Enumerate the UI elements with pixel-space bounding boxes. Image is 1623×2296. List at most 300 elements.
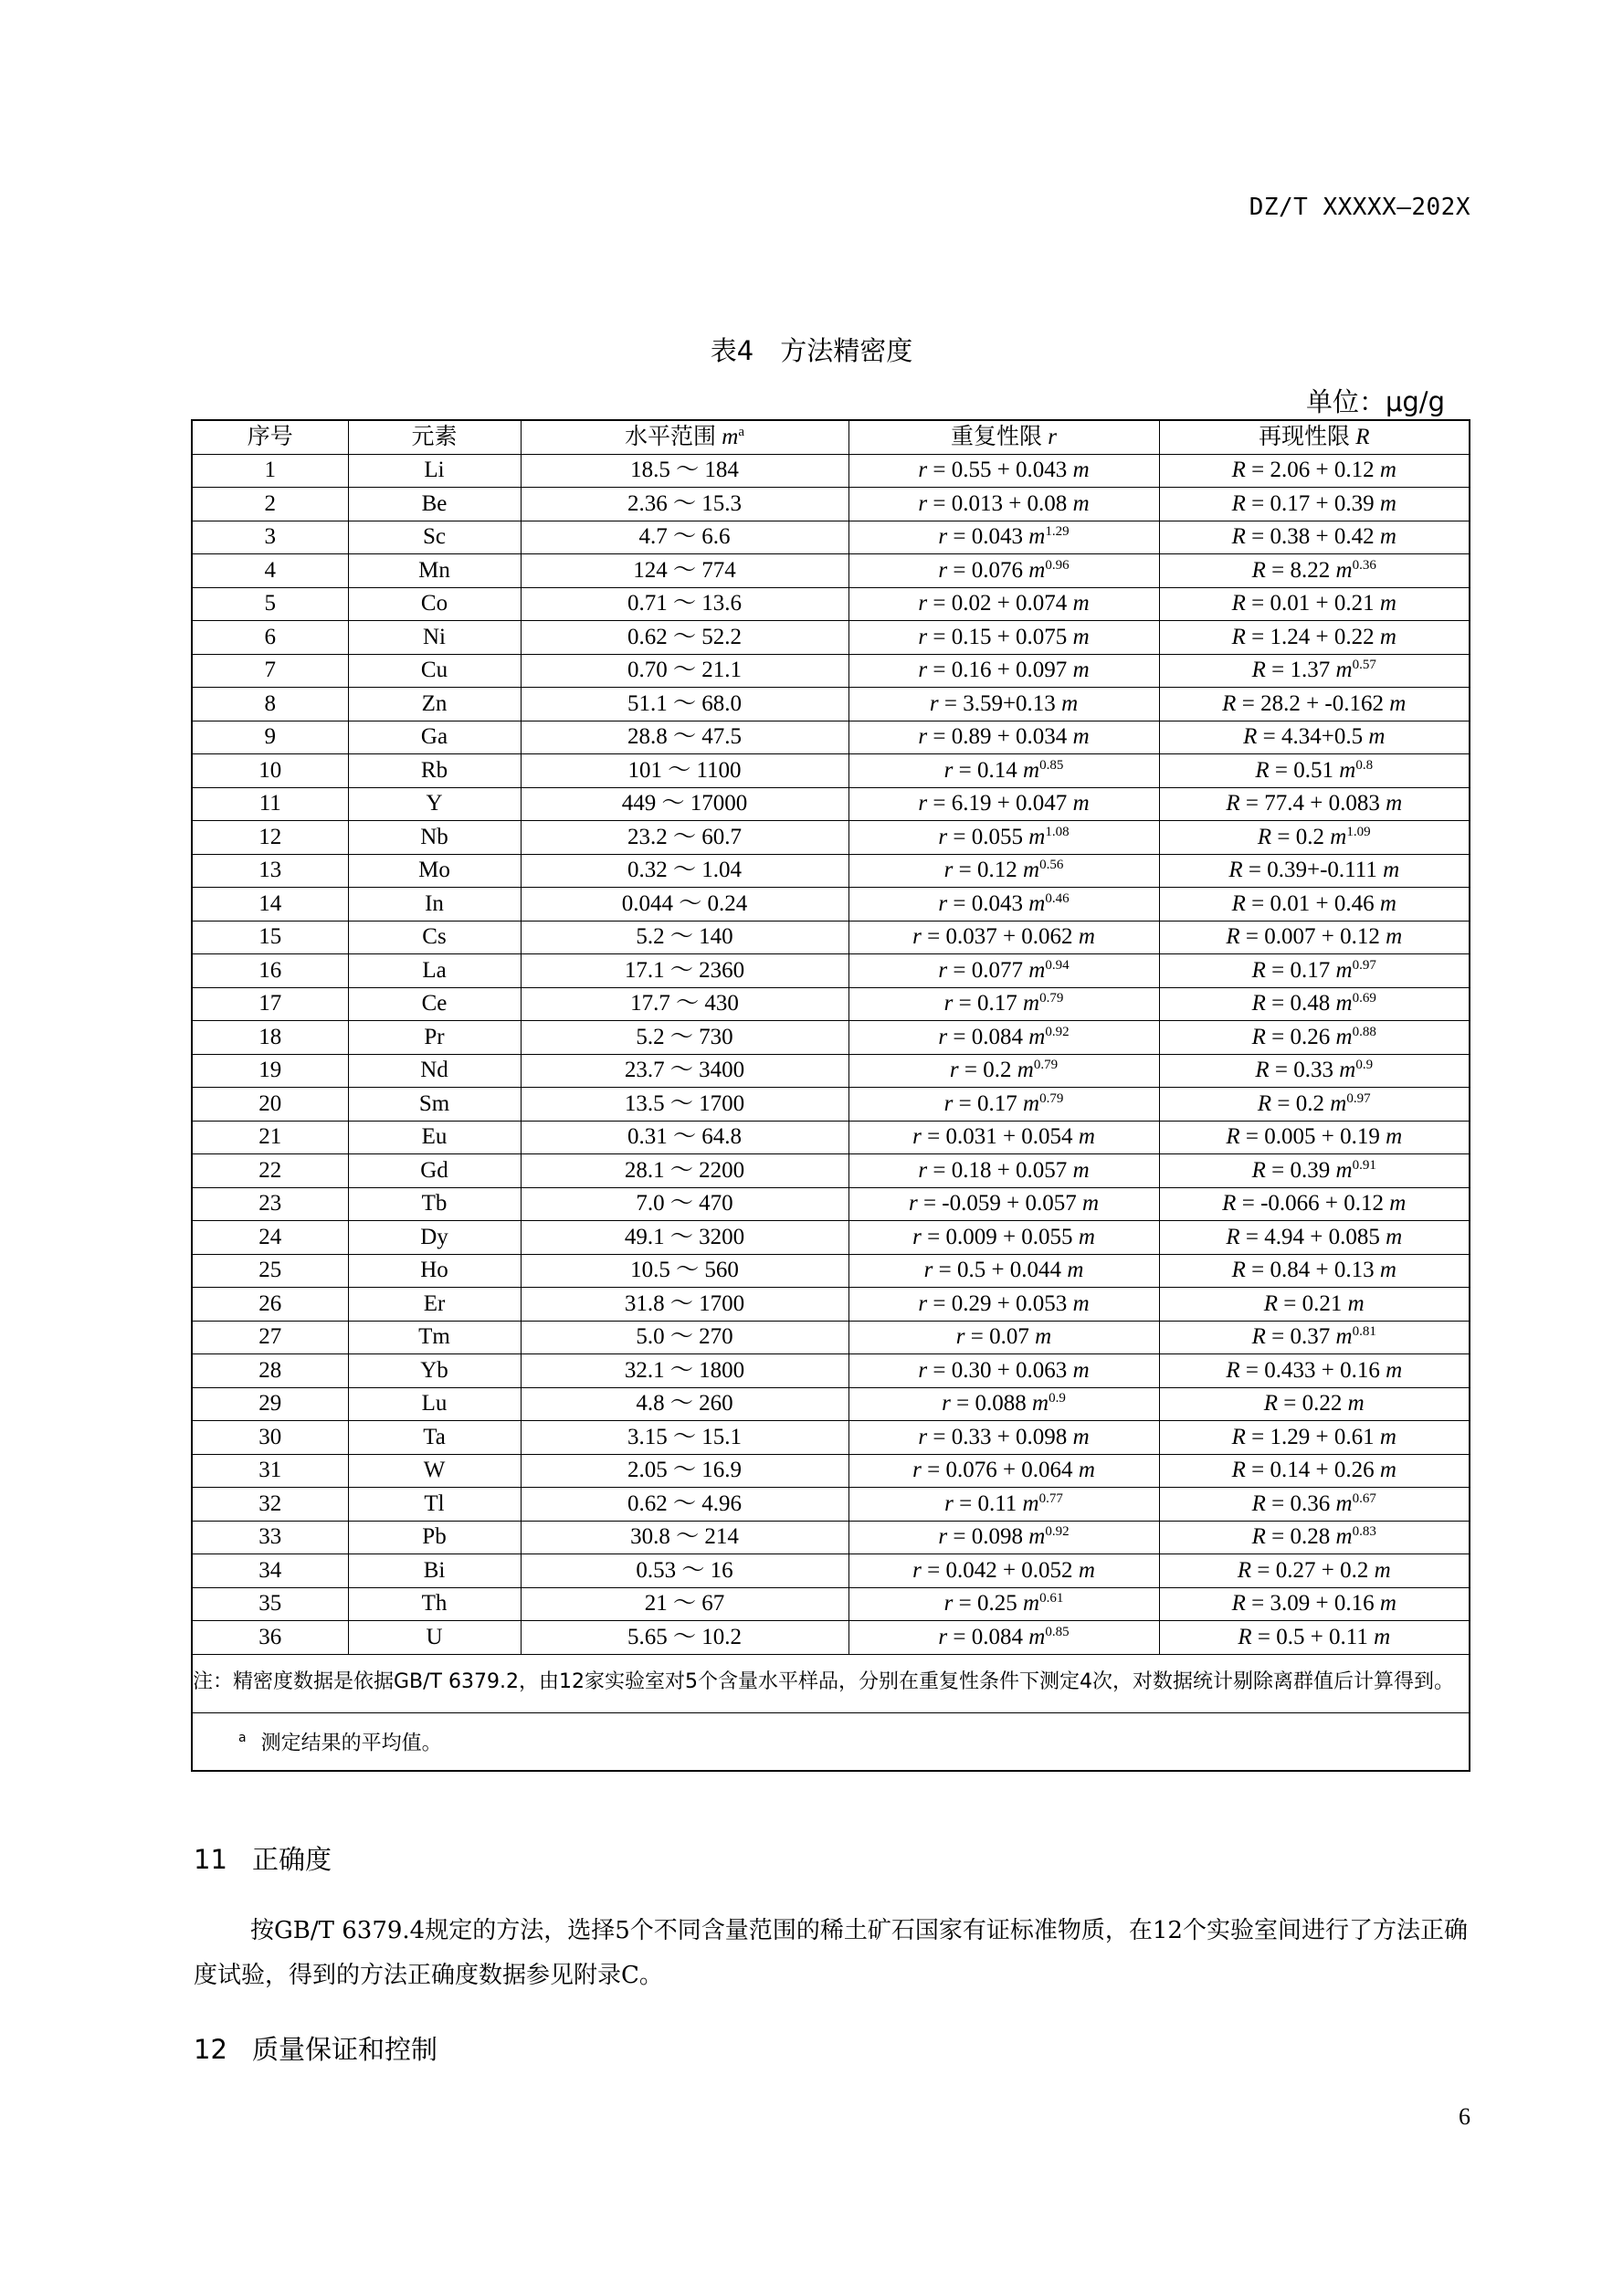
row-repeatability: r = 0.043 $m^{1.29}$ — [848, 521, 1159, 554]
row-reproducibility: R = 3.09 + 0.16 m — [1159, 1587, 1470, 1621]
row-element: Yb — [348, 1354, 521, 1388]
table-note: 注：精密度数据是依据GB/T 6379.2，由12家实验室对5个含量水平样品，分别在重复性条件下测定4次，对数据统计剔除离群值后计算得到。 — [192, 1654, 1470, 1712]
formula-value: 0.01 + 0.21 — [1270, 591, 1375, 616]
table-row — [192, 521, 1470, 554]
formula-m: m — [1335, 957, 1353, 983]
table-row — [192, 1154, 1470, 1188]
row-level-range: 5.2 ～ 140 — [521, 921, 848, 954]
formula-exponent: 0.88 — [1352, 1024, 1376, 1039]
formula-m: m — [1330, 1090, 1347, 1116]
formula-value: 0.26 — [1290, 1024, 1331, 1049]
formula-m: m — [1078, 1557, 1095, 1583]
formula-m: m — [1383, 858, 1400, 883]
row-number: 16 — [192, 954, 348, 988]
formula-var: r — [938, 524, 948, 550]
formula-exponent: 0.56 — [1039, 858, 1064, 873]
formula-m: m — [1078, 1124, 1095, 1150]
table-row — [192, 1187, 1470, 1221]
formula-value: 0.25 — [977, 1591, 1017, 1617]
table-row — [192, 1054, 1470, 1088]
row-element: Mo — [348, 854, 521, 888]
row-reproducibility: R = 0.39 $m^{0.91}$ — [1159, 1154, 1470, 1188]
formula-exponent: 0.85 — [1039, 757, 1064, 773]
formula-var: R — [1231, 624, 1246, 649]
row-reproducibility: R = 4.34+0.5 m — [1159, 721, 1470, 754]
row-element: Lu — [348, 1387, 521, 1421]
formula-var: r — [938, 1524, 948, 1550]
formula-value: 0.36 — [1290, 1490, 1331, 1516]
formula-m: m — [1347, 1391, 1365, 1417]
formula-var: R — [1231, 524, 1246, 550]
header-seq: 序号 — [192, 420, 348, 454]
formula-m: m — [1386, 1357, 1403, 1383]
formula-var: R — [1237, 1557, 1252, 1583]
header-level-label: 水平范围 — [625, 424, 722, 449]
formula-var: r — [918, 458, 928, 483]
formula-exponent: 0.81 — [1352, 1324, 1376, 1340]
formula-value: 0.055 — [971, 824, 1024, 849]
row-level-range: 5.0 ～ 270 — [521, 1321, 848, 1354]
row-reproducibility: R = 0.2 $m^{1.09}$ — [1159, 821, 1470, 855]
formula-value: 0.30 + 0.063 — [951, 1357, 1068, 1383]
formula-var: r — [918, 1424, 928, 1449]
header-element: 元素 — [348, 420, 521, 454]
formula-m: m — [1028, 957, 1046, 983]
formula-value: 0.55 + 0.043 — [951, 458, 1068, 483]
row-element: Ta — [348, 1421, 521, 1455]
table-header-row — [192, 420, 1470, 454]
row-number: 24 — [192, 1221, 348, 1255]
row-level-range: 49.1 ～ 3200 — [521, 1221, 848, 1255]
row-repeatability: r = 0.15 + 0.075 m — [848, 621, 1159, 655]
formula-value: 0.28 — [1290, 1524, 1331, 1550]
row-number: 9 — [192, 721, 348, 754]
formula-exponent: 0.94 — [1045, 957, 1070, 973]
row-reproducibility: R = 0.48 $m^{0.69}$ — [1159, 987, 1470, 1021]
document-code: DZ/T XXXXX—202X — [1249, 194, 1470, 221]
formula-var: R — [1228, 858, 1243, 883]
formula-m: m — [1022, 1490, 1039, 1516]
section-heading-accuracy — [194, 1839, 332, 1877]
accuracy-paragraph: 按GB/T 6379.4规定的方法，选择5个不同含量范围的稀土矿石国家有证标准物质，在12个实验室间进行了方法正确度试验，得到的方法正确度数据参见附录C。 — [194, 1917, 1468, 1989]
row-repeatability: r = 0.2 $m^{0.79}$ — [848, 1054, 1159, 1088]
row-level-range: 0.32 ～ 1.04 — [521, 854, 848, 888]
formula-var: R — [1231, 1258, 1246, 1283]
formula-m: m — [1072, 490, 1090, 516]
formula-m: m — [1067, 1258, 1084, 1283]
formula-var: R — [1257, 824, 1272, 849]
row-reproducibility: R = 0.28 $m^{0.83}$ — [1159, 1521, 1470, 1554]
row-reproducibility: R = 0.14 + 0.26 m — [1159, 1454, 1470, 1488]
formula-m: m — [1379, 1424, 1396, 1449]
formula-m: m — [1078, 1458, 1095, 1483]
formula-value: 0.2 — [983, 1058, 1012, 1083]
formula-value: 4.94 + 0.085 — [1264, 1224, 1380, 1249]
precision-table — [191, 419, 1470, 1772]
row-repeatability: r = 0.088 $m^{0.9}$ — [848, 1387, 1159, 1421]
row-level-range: 4.8 ～ 260 — [521, 1387, 848, 1421]
formula-m: m — [1339, 1058, 1356, 1083]
formula-var: R — [1226, 1224, 1240, 1249]
row-number: 19 — [192, 1054, 348, 1088]
row-level-range: 23.2 ～ 60.7 — [521, 821, 848, 855]
formula-var: r — [949, 1058, 959, 1083]
row-reproducibility: R = 1.29 + 0.61 m — [1159, 1421, 1470, 1455]
formula-value: 0.11 — [977, 1490, 1017, 1516]
formula-value: 0.2 — [1295, 1090, 1325, 1116]
row-element: Co — [348, 587, 521, 621]
formula-value: 3.09 + 0.16 — [1270, 1591, 1375, 1617]
formula-m: m — [1028, 524, 1046, 550]
table-row — [192, 1121, 1470, 1154]
row-repeatability: r = 0.18 + 0.057 m — [848, 1154, 1159, 1188]
formula-value: 0.007 + 0.12 — [1264, 924, 1380, 950]
formula-var: R — [1263, 1391, 1279, 1417]
formula-var: r — [918, 591, 928, 616]
formula-value: 0.01 + 0.46 — [1270, 890, 1375, 916]
formula-value: 0.005 + 0.19 — [1264, 1124, 1380, 1150]
formula-var: R — [1226, 791, 1240, 816]
formula-var: R — [1251, 658, 1266, 683]
section-number: 12 — [194, 2034, 227, 2065]
formula-m: m — [1379, 490, 1396, 516]
row-element: W — [348, 1454, 521, 1488]
formula-value: 0.013 + 0.08 — [951, 490, 1068, 516]
row-reproducibility: R = 0.84 + 0.13 m — [1159, 1254, 1470, 1288]
row-element: Cs — [348, 921, 521, 954]
table-row — [192, 987, 1470, 1021]
row-number: 5 — [192, 587, 348, 621]
row-repeatability: r = 0.013 + 0.08 m — [848, 488, 1159, 521]
formula-value: 2.06 + 0.12 — [1270, 458, 1375, 483]
formula-var: r — [938, 890, 948, 916]
formula-var: r — [943, 858, 954, 883]
row-element: Nb — [348, 821, 521, 855]
formula-m: m — [1072, 658, 1090, 683]
formula-m: m — [1379, 591, 1396, 616]
formula-var: R — [1251, 1024, 1266, 1049]
formula-var: r — [938, 824, 948, 849]
formula-m: m — [1379, 1458, 1396, 1483]
formula-var: R — [1226, 924, 1240, 950]
formula-m: m — [1386, 1124, 1403, 1150]
row-reproducibility: R = 0.005 + 0.19 m — [1159, 1121, 1470, 1154]
formula-m: m — [1028, 1024, 1046, 1049]
row-element: Sc — [348, 521, 521, 554]
formula-exponent: 0.46 — [1045, 890, 1070, 906]
formula-m: m — [1023, 1591, 1040, 1617]
table-row — [192, 1454, 1470, 1488]
formula-value: 8.22 — [1290, 557, 1331, 583]
row-level-range: 0.70 ～ 21.1 — [521, 654, 848, 688]
formula-m: m — [1078, 924, 1095, 950]
row-element: Sm — [348, 1088, 521, 1122]
formula-var: R — [1238, 1624, 1252, 1649]
row-element: Tb — [348, 1187, 521, 1221]
formula-value: 0.043 — [971, 524, 1024, 550]
row-level-range: 2.05 ～ 16.9 — [521, 1454, 848, 1488]
header-reprod-var: R — [1355, 424, 1370, 449]
table-row — [192, 621, 1470, 655]
formula-exponent: 0.77 — [1038, 1490, 1063, 1506]
formula-var: r — [938, 1624, 948, 1649]
row-repeatability: r = 3.59+0.13 m — [848, 688, 1159, 721]
row-number: 36 — [192, 1621, 348, 1655]
formula-value: 0.02 + 0.074 — [951, 591, 1068, 616]
formula-var: r — [938, 557, 948, 583]
formula-value: 0.17 — [977, 991, 1017, 1016]
table-row — [192, 1021, 1470, 1055]
row-level-range: 18.5 ～ 184 — [521, 454, 848, 488]
formula-exponent: 1.29 — [1045, 524, 1070, 540]
row-number: 8 — [192, 688, 348, 721]
row-level-range: 10.5 ～ 560 — [521, 1254, 848, 1288]
row-repeatability: r = 0.14 $m^{0.85}$ — [848, 754, 1159, 788]
formula-m: m — [1379, 1258, 1396, 1283]
formula-m: m — [1379, 624, 1396, 649]
row-repeatability: r = 0.33 + 0.098 m — [848, 1421, 1159, 1455]
formula-value: 1.29 + 0.61 — [1270, 1424, 1375, 1449]
formula-var: r — [918, 1290, 928, 1316]
table-title: 表4 方法精密度 — [710, 335, 913, 366]
formula-value: 0.076 + 0.064 — [945, 1458, 1073, 1483]
row-number: 32 — [192, 1488, 348, 1522]
formula-m: m — [1072, 1290, 1090, 1316]
formula-var: R — [1243, 724, 1258, 750]
row-repeatability: r = 0.031 + 0.054 m — [848, 1121, 1159, 1154]
formula-var: R — [1226, 1124, 1240, 1150]
table-row — [192, 1587, 1470, 1621]
row-repeatability: r = 0.17 $m^{0.79}$ — [848, 1088, 1159, 1122]
row-level-range: 7.0 ～ 470 — [521, 1187, 848, 1221]
row-repeatability: r = 0.009 + 0.055 m — [848, 1221, 1159, 1255]
header-level-sup: a — [738, 424, 744, 439]
row-level-range: 0.53 ～ 16 — [521, 1554, 848, 1588]
formula-value: 1.37 — [1290, 658, 1331, 683]
row-element: Er — [348, 1288, 521, 1322]
formula-m: m — [1072, 1424, 1090, 1449]
formula-value: 0.077 — [971, 957, 1024, 983]
row-reproducibility: R = 0.17 $m^{0.97}$ — [1159, 954, 1470, 988]
row-number: 28 — [192, 1354, 348, 1388]
row-level-range: 0.71 ～ 13.6 — [521, 587, 848, 621]
row-repeatability: r = 0.02 + 0.074 m — [848, 587, 1159, 621]
row-repeatability: r = 0.076 + 0.064 m — [848, 1454, 1159, 1488]
formula-value: 0.433 + 0.16 — [1264, 1357, 1380, 1383]
row-reproducibility: R = 0.22 m — [1159, 1387, 1470, 1421]
formula-var: r — [943, 1591, 954, 1617]
formula-value: -0.066 + 0.12 — [1260, 1191, 1384, 1216]
formula-value: 0.088 — [975, 1391, 1027, 1417]
table-unit: 单位：μg/g — [1305, 386, 1445, 417]
formula-exponent: 0.91 — [1352, 1157, 1376, 1173]
row-reproducibility: R = 4.94 + 0.085 m — [1159, 1221, 1470, 1255]
formula-exponent: 0.96 — [1045, 557, 1070, 573]
row-reproducibility: R = 77.4 + 0.083 m — [1159, 787, 1470, 821]
formula-value: 0.17 + 0.39 — [1270, 490, 1375, 516]
table-row — [192, 1321, 1470, 1354]
row-reproducibility: R = 0.17 + 0.39 m — [1159, 488, 1470, 521]
row-element: Bi — [348, 1554, 521, 1588]
formula-value: 0.12 — [977, 858, 1017, 883]
row-number: 33 — [192, 1521, 348, 1554]
row-reproducibility: R = 0.36 $m^{0.67}$ — [1159, 1488, 1470, 1522]
formula-value: 0.38 + 0.42 — [1270, 524, 1375, 550]
formula-value: 0.098 — [971, 1524, 1024, 1550]
row-reproducibility: R = 0.21 m — [1159, 1288, 1470, 1322]
row-repeatability: r = 0.30 + 0.063 m — [848, 1354, 1159, 1388]
row-number: 18 — [192, 1021, 348, 1055]
row-element: Th — [348, 1587, 521, 1621]
row-level-range: 17.7 ～ 430 — [521, 987, 848, 1021]
row-element: Tm — [348, 1321, 521, 1354]
row-level-range: 101 ～ 1100 — [521, 754, 848, 788]
formula-var: r — [943, 991, 954, 1016]
formula-value: 0.48 — [1290, 991, 1331, 1016]
formula-var: r — [918, 724, 928, 750]
formula-var: r — [938, 1024, 948, 1049]
footnote-mark: a — [238, 1731, 247, 1746]
formula-m: m — [1379, 1591, 1396, 1617]
formula-m: m — [1028, 557, 1046, 583]
row-level-range: 51.1 ～ 68.0 — [521, 688, 848, 721]
row-repeatability: r = 0.12 $m^{0.56}$ — [848, 854, 1159, 888]
formula-m: m — [1347, 1290, 1365, 1316]
row-reproducibility: R = 0.33 $m^{0.9}$ — [1159, 1054, 1470, 1088]
row-reproducibility: R = 1.24 + 0.22 m — [1159, 621, 1470, 655]
formula-m: m — [1335, 1157, 1353, 1183]
formula-var: r — [929, 690, 939, 716]
row-reproducibility: R = 0.26 $m^{0.88}$ — [1159, 1021, 1470, 1055]
formula-m: m — [1072, 1357, 1090, 1383]
row-reproducibility: R = 0.01 + 0.21 m — [1159, 587, 1470, 621]
row-number: 35 — [192, 1587, 348, 1621]
row-repeatability: r = 0.11 $m^{0.77}$ — [848, 1488, 1159, 1522]
formula-value: 0.22 — [1302, 1391, 1343, 1417]
section-title: 质量保证和控制 — [252, 2034, 438, 2065]
formula-m: m — [1335, 1490, 1353, 1516]
formula-m: m — [1330, 824, 1347, 849]
table-body — [192, 454, 1470, 1654]
table-row — [192, 1488, 1470, 1522]
formula-var: r — [918, 791, 928, 816]
row-repeatability: r = 0.077 $m^{0.94}$ — [848, 954, 1159, 988]
table-row — [192, 654, 1470, 688]
formula-value: 1.24 + 0.22 — [1270, 624, 1375, 649]
row-level-range: 3.15 ～ 15.1 — [521, 1421, 848, 1455]
formula-value: 0.39+-0.111 — [1267, 858, 1377, 883]
formula-value: 0.5 + 0.11 — [1276, 1624, 1368, 1649]
formula-value: 0.18 + 0.057 — [951, 1157, 1068, 1183]
row-repeatability: r = 0.098 $m^{0.92}$ — [848, 1521, 1159, 1554]
row-level-range: 28.8 ～ 47.5 — [521, 721, 848, 754]
formula-var: R — [1231, 1458, 1246, 1483]
formula-var: R — [1251, 991, 1266, 1016]
row-number: 11 — [192, 787, 348, 821]
formula-value: 0.16 + 0.097 — [951, 658, 1068, 683]
row-level-range: 4.7 ～ 6.6 — [521, 521, 848, 554]
formula-value: 0.084 — [971, 1624, 1024, 1649]
formula-exponent: 0.36 — [1352, 557, 1376, 573]
formula-var: R — [1231, 458, 1246, 483]
row-repeatability: r = 0.076 $m^{0.96}$ — [848, 554, 1159, 588]
row-element: Tl — [348, 1488, 521, 1522]
formula-var: R — [1251, 1490, 1266, 1516]
table-row — [192, 787, 1470, 821]
row-number: 13 — [192, 854, 348, 888]
row-repeatability: r = 0.084 $m^{0.92}$ — [848, 1021, 1159, 1055]
formula-m: m — [1379, 890, 1396, 916]
section-number: 11 — [194, 1844, 227, 1875]
row-element: Nd — [348, 1054, 521, 1088]
formula-m: m — [1389, 690, 1407, 716]
row-number: 25 — [192, 1254, 348, 1288]
row-level-range: 31.8 ～ 1700 — [521, 1288, 848, 1322]
row-element: Pr — [348, 1021, 521, 1055]
table-row — [192, 1421, 1470, 1455]
formula-m: m — [1374, 1557, 1391, 1583]
formula-m: m — [1339, 757, 1356, 783]
section-title: 正确度 — [252, 1844, 332, 1875]
row-level-range: 0.62 ～ 52.2 — [521, 621, 848, 655]
row-element: Ga — [348, 721, 521, 754]
table-row — [192, 488, 1470, 521]
row-reproducibility: R = 0.37 $m^{0.81}$ — [1159, 1321, 1470, 1354]
formula-exponent: 0.9 — [1049, 1391, 1066, 1406]
row-number: 30 — [192, 1421, 348, 1455]
row-element: Ni — [348, 621, 521, 655]
formula-value: 0.2 — [1295, 824, 1325, 849]
row-reproducibility: R = 0.433 + 0.16 m — [1159, 1354, 1470, 1388]
row-element: Ce — [348, 987, 521, 1021]
row-level-range: 5.2 ～ 730 — [521, 1021, 848, 1055]
row-repeatability: r = 0.29 + 0.053 m — [848, 1288, 1159, 1322]
row-repeatability: r = 0.17 $m^{0.79}$ — [848, 987, 1159, 1021]
formula-m: m — [1386, 791, 1403, 816]
formula-var: r — [908, 1191, 918, 1216]
formula-value: 0.33 — [1293, 1058, 1334, 1083]
formula-value: 0.042 + 0.052 — [945, 1557, 1073, 1583]
formula-var: r — [918, 658, 928, 683]
formula-m: m — [1335, 991, 1353, 1016]
row-level-range: 449 ～ 17000 — [521, 787, 848, 821]
formula-var: R — [1222, 1191, 1237, 1216]
formula-var: R — [1257, 1090, 1272, 1116]
table-row — [192, 1254, 1470, 1288]
formula-value: 0.043 — [971, 890, 1024, 916]
table-row — [192, 1088, 1470, 1122]
formula-m: m — [1017, 1058, 1034, 1083]
row-reproducibility: R = 0.39+-0.111 m — [1159, 854, 1470, 888]
formula-m: m — [1386, 924, 1403, 950]
table-row — [192, 1387, 1470, 1421]
row-level-range: 0.62 ～ 4.96 — [521, 1488, 848, 1522]
row-number: 1 — [192, 454, 348, 488]
formula-value: 0.21 — [1302, 1290, 1343, 1316]
row-reproducibility: R = 2.06 + 0.12 m — [1159, 454, 1470, 488]
row-number: 7 — [192, 654, 348, 688]
row-number: 22 — [192, 1154, 348, 1188]
table-row — [192, 587, 1470, 621]
row-number: 34 — [192, 1554, 348, 1588]
formula-m: m — [1368, 724, 1386, 750]
row-element: Eu — [348, 1121, 521, 1154]
formula-var: r — [938, 957, 948, 983]
formula-value: 0.07 — [989, 1324, 1029, 1350]
formula-m: m — [1374, 1624, 1391, 1649]
formula-value: 0.009 + 0.055 — [945, 1224, 1073, 1249]
row-element: U — [348, 1621, 521, 1655]
